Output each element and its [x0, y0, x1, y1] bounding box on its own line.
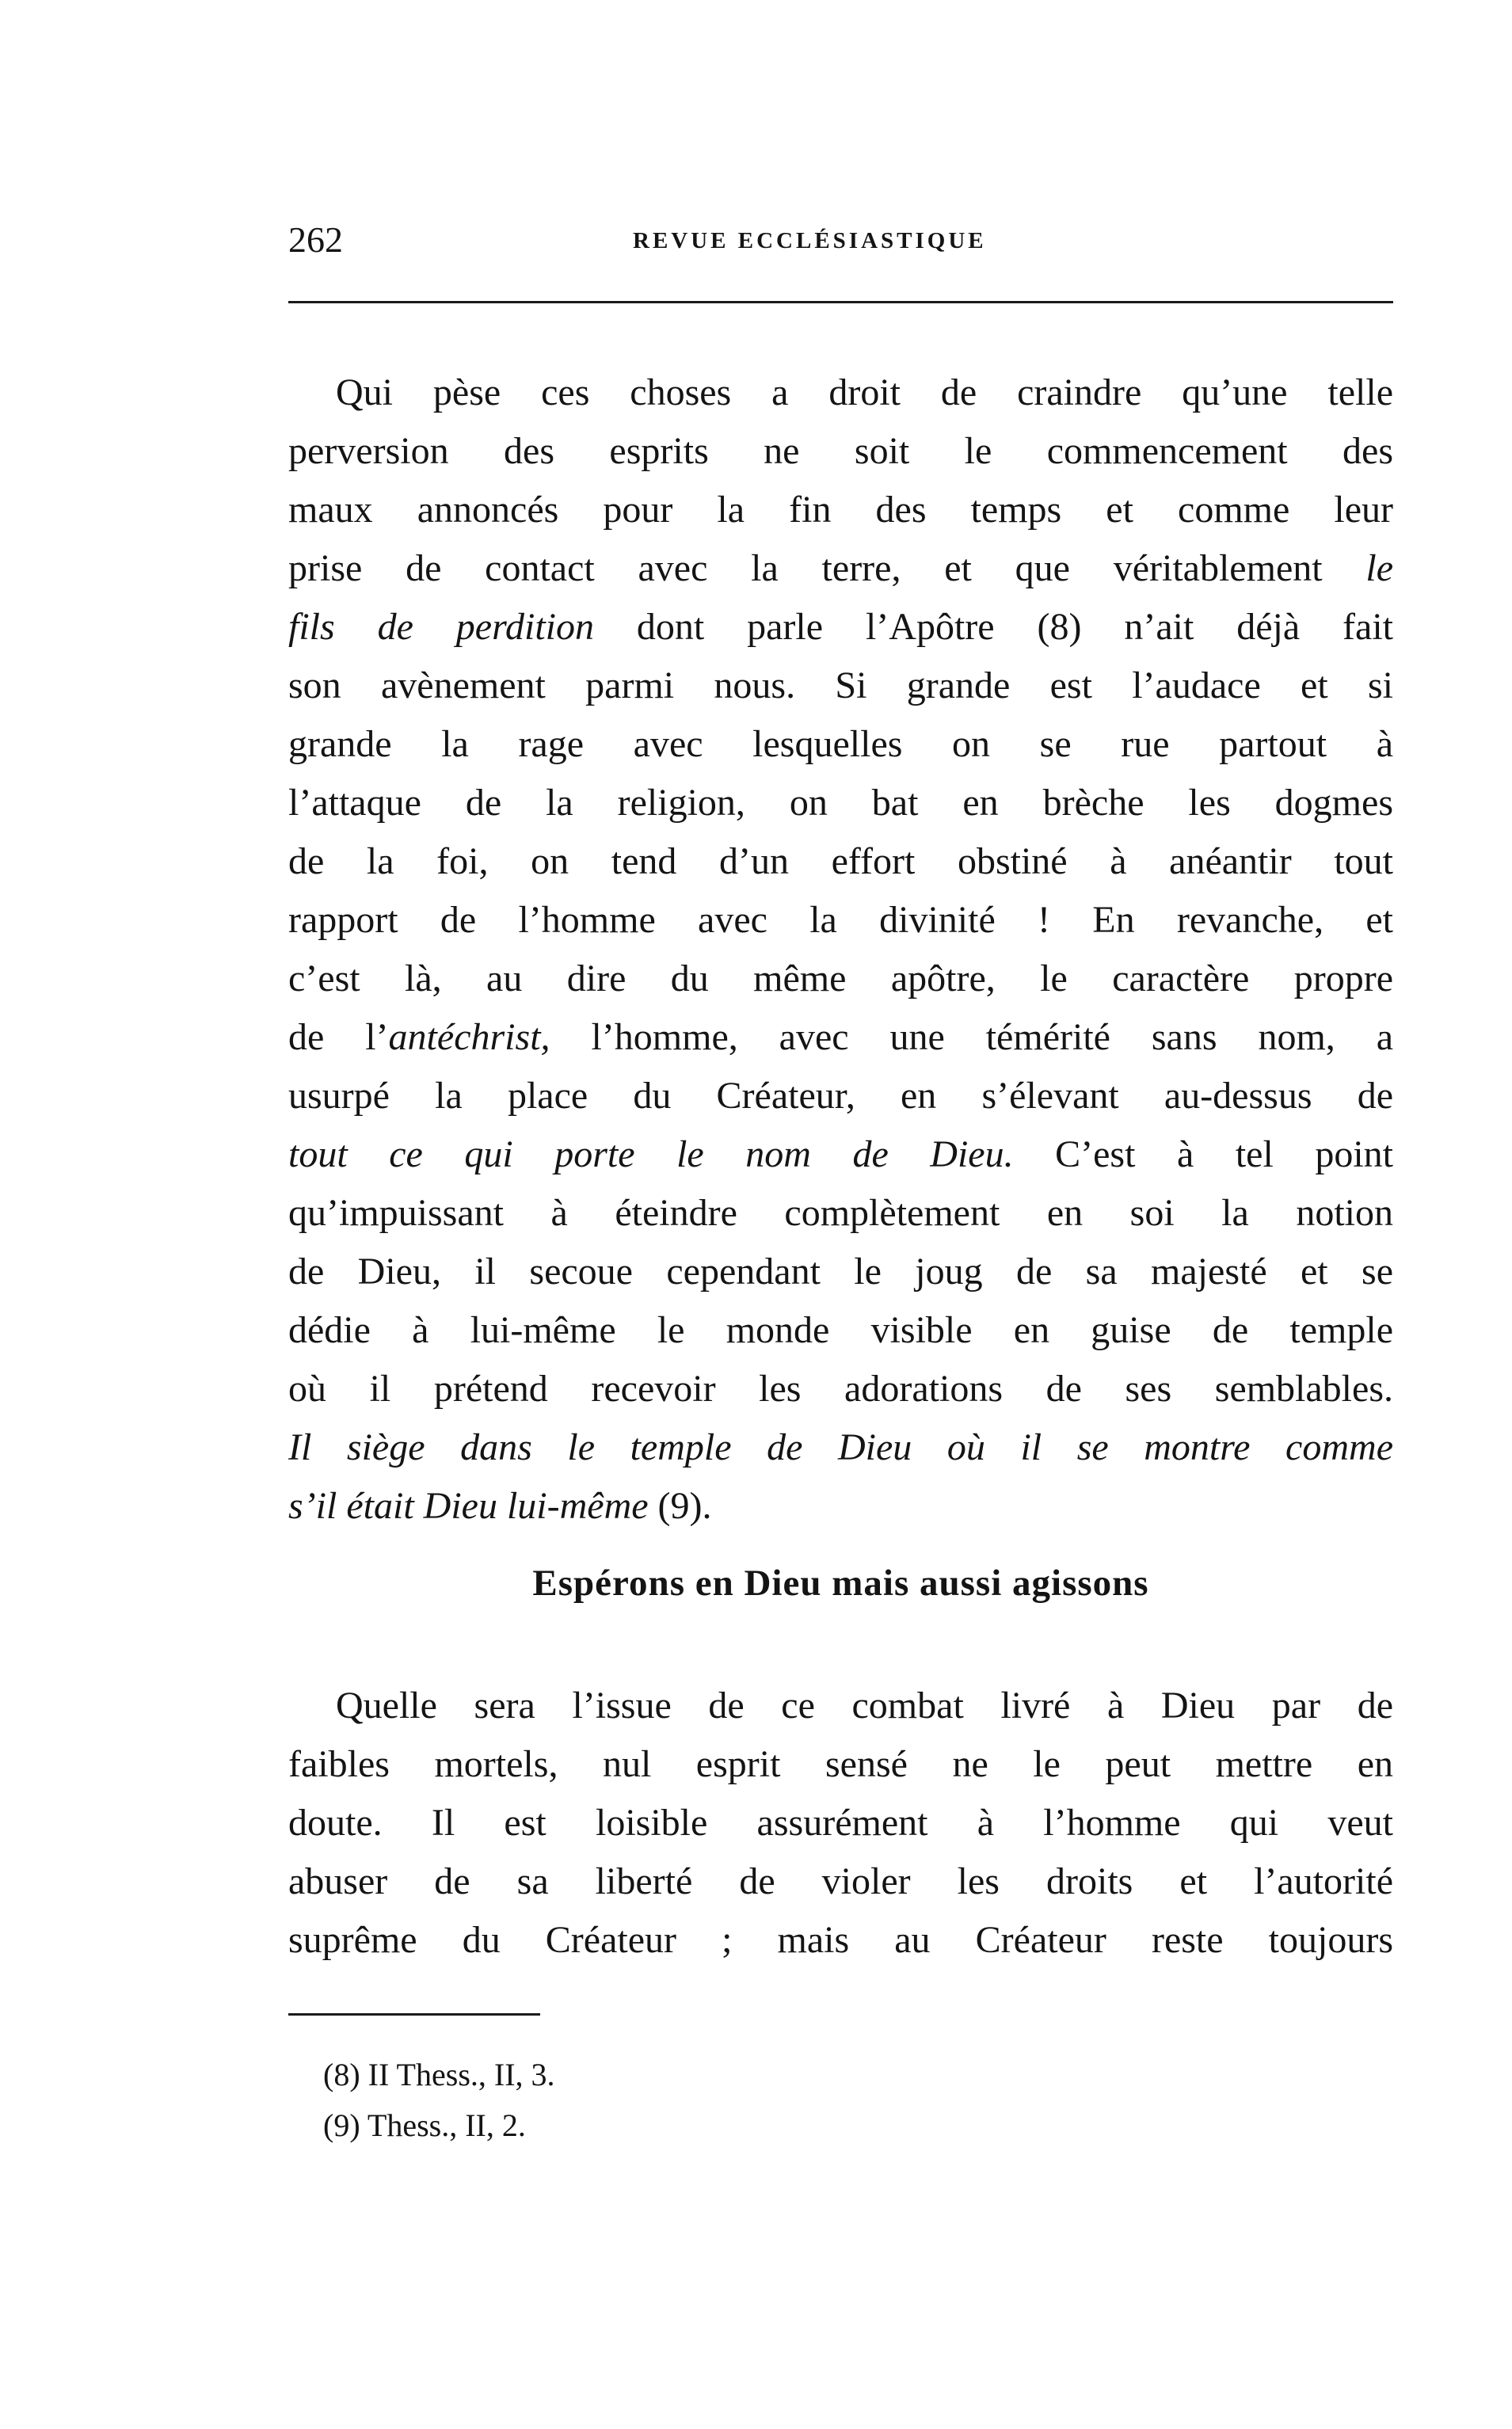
text-segment: qu’impuissant à éteindre complètement en soi la notion [288, 1192, 1393, 1234]
text-segment: faibles mortels, nul esprit sensé ne le peut mettre en [288, 1743, 1393, 1785]
text-segment: maux annoncés pour la fin des temps et comme leur [288, 489, 1393, 531]
italic-text: tout ce qui porte le nom de Dieu. [288, 1133, 1014, 1175]
text-segment: usurpé la place du Créateur, en s’élevant au-dessus de [288, 1075, 1393, 1117]
italic-text: fils de perdition [288, 606, 594, 648]
text-segment: grande la rage avec lesquelles on se rue partout à [288, 723, 1393, 765]
text-line [288, 481, 1393, 539]
text-line [288, 1418, 1393, 1477]
text-line [288, 1677, 1393, 1735]
header-rule [288, 301, 1393, 303]
text-segment: Qui pèse ces choses a droit de craindre qu’une telle [336, 371, 1393, 413]
footnote: (9) Thess., II, 2. [323, 2107, 526, 2143]
text-line [288, 1243, 1393, 1301]
text-line [288, 950, 1393, 1008]
text-line [288, 1911, 1393, 1970]
italic-text: antéchrist, [388, 1016, 550, 1058]
footnote: (8) II Thess., II, 3. [323, 2057, 555, 2092]
text-segment: suprême du Créateur ; mais au Créateur reste toujours [288, 1919, 1393, 1961]
text-line [288, 598, 1393, 657]
text-line [288, 539, 1393, 598]
text-segment: perversion des esprits ne soit le commencement des [288, 430, 1393, 472]
text-segment: de Dieu, il secoue cependant le joug de sa majesté et se [288, 1251, 1393, 1293]
text-segment: prise de contact avec la terre, et que véritablement [288, 547, 1366, 589]
text-segment: où il prétend recevoir les adorations de ses semblables. [288, 1368, 1393, 1410]
footnote-rule [288, 2013, 540, 2016]
section-heading: Espérons en Dieu mais aussi agissons [532, 1563, 1149, 1604]
text-segment: dont parle l’Apôtre (8) n’ait déjà fait [594, 606, 1393, 648]
text-line [288, 1794, 1393, 1852]
page-number: 262 [288, 219, 343, 260]
text-line [288, 891, 1393, 950]
text-segment: rapport de l’homme avec la divinité ! En revanche, et [288, 899, 1393, 941]
text-line [288, 1852, 1393, 1911]
text-line [288, 774, 1393, 832]
text-segment: son avènement parmi nous. Si grande est l’audace et si [288, 664, 1393, 706]
text-segment: l’attaque de la religion, on bat en brèche les dogmes [288, 782, 1393, 824]
text-line [288, 1360, 1393, 1418]
text-segment: (9). [648, 1485, 712, 1527]
text-line [288, 715, 1393, 774]
text-line [288, 1125, 1393, 1184]
text-line [288, 832, 1393, 891]
running-head [288, 220, 1393, 260]
text-segment: doute. Il est loisible assurément à l’homme qui veut [288, 1802, 1393, 1844]
text-segment: de l’ [288, 1016, 389, 1058]
text-line [288, 422, 1393, 481]
text-segment: c’est là, au dire du même apôtre, le caractère propre [288, 958, 1393, 999]
text-line [288, 1735, 1393, 1794]
text-segment: Quelle sera l’issue de ce combat livré à Dieu par de [336, 1685, 1393, 1727]
text-line [288, 1184, 1393, 1243]
italic-text: s’il était Dieu lui-même [288, 1485, 649, 1527]
italic-text: le [1365, 547, 1393, 589]
text-line [288, 1008, 1393, 1067]
text-line [288, 1477, 1393, 1536]
text-line [288, 364, 1393, 422]
text-segment: de la foi, on tend d’un effort obstiné à anéantir tout [288, 840, 1393, 882]
text-line [288, 657, 1393, 715]
text-segment: l’homme, avec une témérité sans nom, a [550, 1016, 1394, 1058]
journal-title: REVUE ECCLÉSIASTIQUE [633, 228, 987, 253]
text-line [288, 1067, 1393, 1125]
italic-text: Il siège dans le temple de Dieu où il se montre comme [288, 1426, 1393, 1468]
text-line [288, 1301, 1393, 1360]
text-segment: dédie à lui-même le monde visible en guise de temple [288, 1309, 1393, 1351]
text-segment: C’est à tel point [1013, 1133, 1393, 1175]
text-segment: abuser de sa liberté de violer les droits et l’autorité [288, 1860, 1393, 1902]
